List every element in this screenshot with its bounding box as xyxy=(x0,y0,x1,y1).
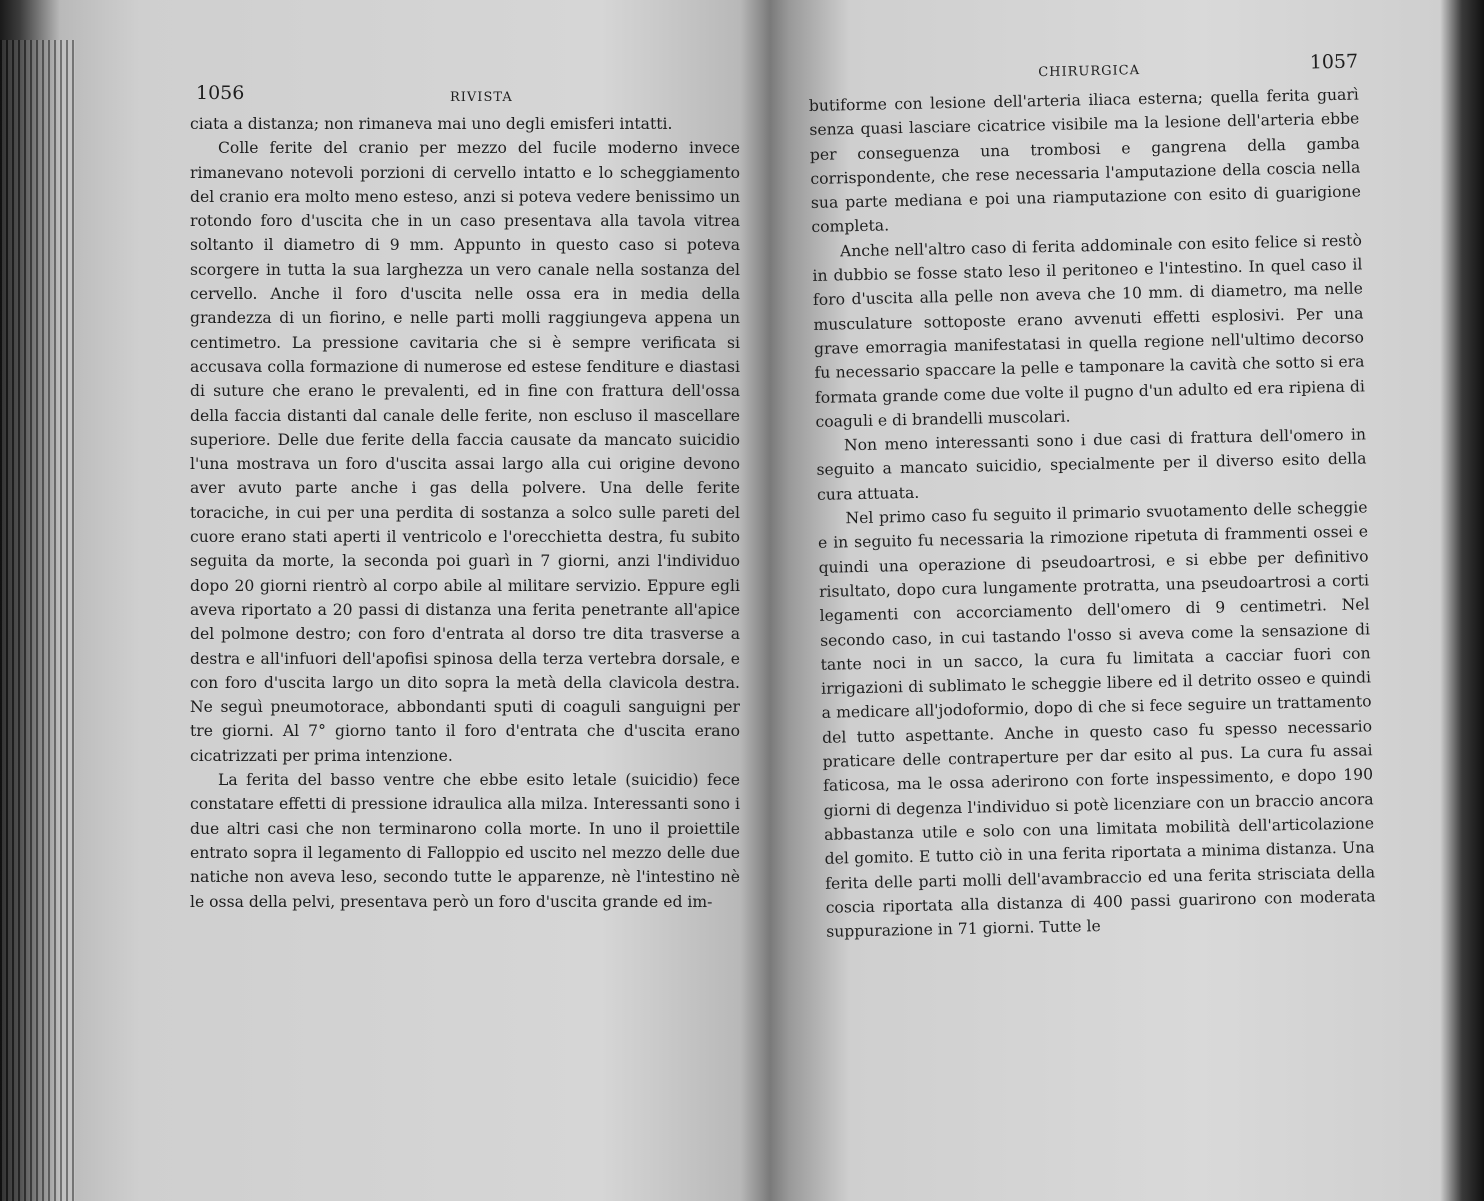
paragraph: ciata a distanza; non rimaneva mai uno degli emisferi intatti. xyxy=(190,115,673,133)
paragraph: Colle ferite del cranio per mezzo del fucile moderno invece rimanevano notevoli porzioni di cervello intatto e lo scheggiamento del cranio era molto meno esteso, anzi si poteva vedere benissimo un rotondo foro d'uscita che in un caso presentava alla tavola vitrea soltanto il diametro di 9 mm. Appunto in questo caso si poteva scorgere in tutta la sua larghezza un vero canale nella sostanza del cervello. Anche il foro d'uscita nelle ossa era in media della grandezza di un fiorino, e nelle parti molli raggiungeva appena un centimetro. La pressione cavitaria che si è sempre verificata si accusava colla formazione di numerose ed estese fenditure e diastasi di suture che erano le prevalenti, ed in fine con frattura dell'ossa della faccia distanti dal canale delle ferite, non escluso il mascellare superiore. Delle due ferite della faccia causate da mancato suicidio l'una mostrava un foro d'uscita assai largo alla cui origine devono aver avuto parte anche i gas della polvere. Una delle ferite toraciche, in cui per una perdita di sostanza a solco sulle pareti del cuore erano stati aperti il ventricolo e l'orecchietta destra, fu subito seguita da morte, la seconda poi guarì in 7 giorni, anzi l'individuo dopo 20 giorni rientrò al corpo abile al militare servizio. Eppure egli aveva riportato a 20 passi di distanza una ferita penetrante all'apice del polmone destro; con foro d'entrata al dorso tre dita trasverse a destra e all'infuori dell'apofisi spinosa della terza vertebra dorsale, e con foro d'uscita largo un dito sopra la metà della clavicola destra. Ne seguì pneumotorace, abbondanti sputi di coaguli sanguigni per tre giorni. Al 7° giorno tanto il foro d'entrata che d'uscita erano cicatrizzati per prima intenzione. xyxy=(190,139,740,765)
left-running-head: RIVISTA xyxy=(450,90,513,105)
right-running-head: CHIRURGICA xyxy=(1038,63,1141,81)
right-page xyxy=(808,50,1376,944)
right-page-number: 1057 xyxy=(1309,50,1359,74)
left-page-text xyxy=(190,112,740,914)
right-page-text xyxy=(809,82,1377,944)
left-page xyxy=(190,80,740,914)
page-edges xyxy=(0,40,75,1201)
paragraph: Non meno interessanti sono i due casi di frattura dell'omero in seguito a mancato suicidio, specialmente per il diverso esito della cura attuata. xyxy=(816,425,1367,504)
left-page-number: 1056 xyxy=(196,82,245,104)
paragraph: La ferita del basso ventre che ebbe esito letale (suicidio) fece constatare effetti di pressione idraulica alla milza. Interessanti sono i due altri casi che non terminarono colla morte. In uno il proiettile entrato sopra il legamento di Falloppio ed uscito nel mezzo delle due natiche non aveva leso, secondo tutte le apparenze, nè l'intestino nè le ossa della pelvi, presentava però un foro d'uscita grande ed im- xyxy=(190,771,740,911)
paragraph: butiforme con lesione dell'arteria iliaca esterna; quella ferita guarì senza quasi lasciare cicatrice visibile ma la lesione dell'arteria ebbe per conseguenza una trombosi e gangrena della gamba corrispondente, che rese necessaria l'amputazione della coscia nella sua parte mediana e poi una riamputazione con esito di guarigione completa. xyxy=(808,85,1362,237)
paragraph: Nel primo caso fu seguito il primario svuotamento delle scheggie e in seguito fu necessaria la rimozione ripetuta di frammenti ossei e quindi una operazione di pseudoartrosi, e si ebbe per definitivo risultato, dopo cura lungamente protratta, una pseudoartrosi a corti legamenti con accorciamento dell'omero di 9 centimetri. Nel secondo caso, in cui tastando l'osso si aveva come la sensazione di tante noci in un sacco, la cura fu limitata a cacciar fuori con irrigazioni di sublimato le scheggie libere ed il detrito osseo e quindi a medicare all'jodoformio, dopo di che si fece seguire un trattamento del tutto aspettante. Anche in questo caso fu spesso necessario praticare delle contraperture per dar esito al pus. La cura fu assai faticosa, ma le ossa aderirono con forte inspessimento, e dopo 190 giorni di degenza l'individuo si potè licenziare con un braccio ancora abbastanza utile e solo con una limitata mobilità dell'articolazione del gomito. E tutto ciò in una ferita riportata a minima distanza. Una ferita delle parti molli dell'avambraccio ed una ferita strisciata della coscia riportata alla distanza di 400 passi guarirono con moderata suppurazione in 71 giorni. Tutte le xyxy=(817,498,1376,941)
left-page-header xyxy=(190,80,740,112)
paragraph: Anche nell'altro caso di ferita addominale con esito felice si restò in dubbio se fosse stato leso il peritoneo e l'intestino. In quel caso il foro d'uscita alla pelle non aveva che 10 mm. di diametro, ma nelle musculature sottoposte erano avvenuti effetti esplosivi. Per una grave emorragia manifestatasi in quella regione nell'ultimo decorso fu necessario spaccare la pelle e tamponare la cavità che sotto si era formata grande come due volte il pugno d'un adulto ed era ripiena di coaguli e di brandelli muscolari. xyxy=(812,231,1366,431)
